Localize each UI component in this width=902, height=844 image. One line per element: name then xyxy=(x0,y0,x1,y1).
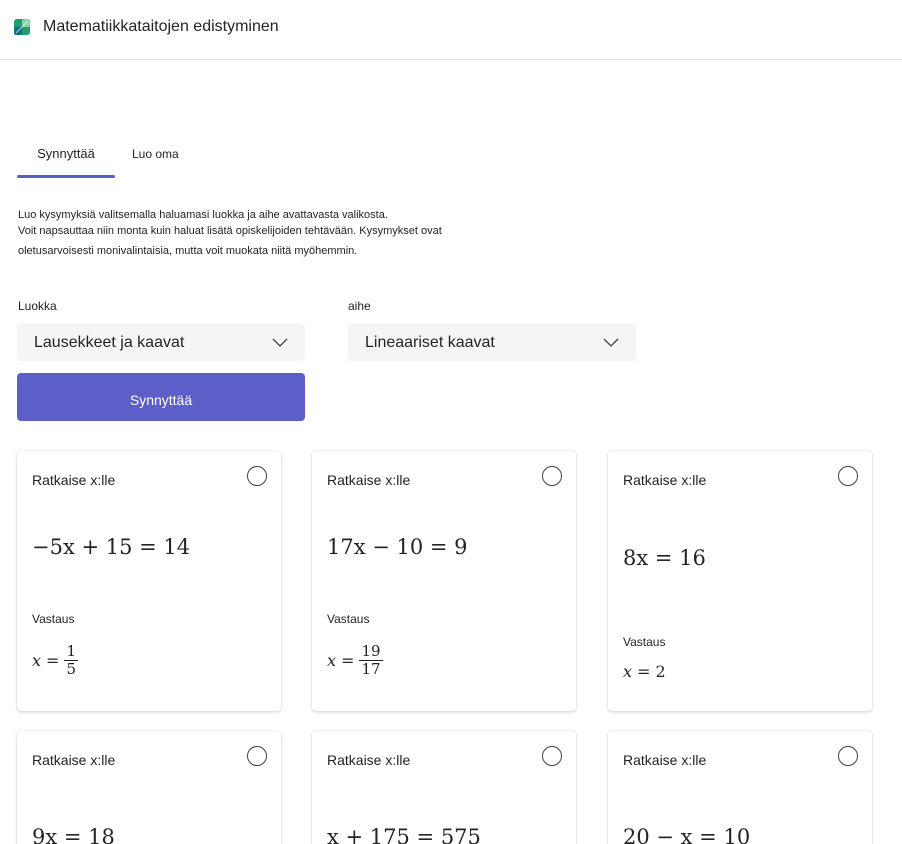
topic-dropdown[interactable] xyxy=(348,323,636,361)
instructions-line-3: oletusarvoisesti monivalintaisia, mutta voit muokata niitä myöhemmin. xyxy=(18,245,358,257)
question-card[interactable] xyxy=(608,731,872,844)
question-title: Ratkaise x:lle xyxy=(623,752,707,768)
select-question-radio[interactable] xyxy=(542,466,562,486)
equals-sign: = xyxy=(46,651,60,670)
answer-label: Vastaus xyxy=(623,635,666,649)
tab-generate[interactable] xyxy=(17,138,115,178)
select-question-radio[interactable] xyxy=(247,466,267,486)
fraction-numerator: 1 xyxy=(66,642,76,660)
answer-label: Vastaus xyxy=(327,612,370,626)
equals-sign: = xyxy=(637,662,651,681)
question-equation: 9x = 18 xyxy=(32,825,115,844)
app-title: Matematiikkataitojen edistyminen xyxy=(43,18,279,35)
equals-sign: = xyxy=(341,651,355,670)
tab-generate-label: Synnyttää xyxy=(37,146,95,161)
instructions-text xyxy=(18,207,498,260)
question-title: Ratkaise x:lle xyxy=(32,752,116,768)
answer-variable: x xyxy=(623,662,633,681)
select-question-radio[interactable] xyxy=(542,746,562,766)
app-header xyxy=(0,0,902,60)
grade-dropdown[interactable] xyxy=(17,323,305,361)
chevron-down-icon xyxy=(272,336,288,348)
question-equation: x + 175 = 575 xyxy=(327,825,481,844)
answer-fraction xyxy=(64,643,78,678)
question-equation: 8x = 16 xyxy=(623,546,706,570)
chevron-down-icon xyxy=(603,336,619,348)
answer-fraction xyxy=(359,643,382,678)
answer-variable: x xyxy=(327,651,337,670)
grade-label: Luokka xyxy=(18,299,57,313)
answer-expression xyxy=(32,643,78,678)
question-title: Ratkaise x:lle xyxy=(32,472,116,488)
answer-label: Vastaus xyxy=(32,612,75,626)
question-card[interactable] xyxy=(608,451,872,711)
question-equation: 17x − 10 = 9 xyxy=(327,535,468,559)
question-card[interactable] xyxy=(17,731,281,844)
answer-expression xyxy=(623,662,666,681)
instructions-line-1: Luo kysymyksiä valitsemalla haluamasi luokka ja aihe avattavasta valikosta. xyxy=(18,209,388,221)
question-card[interactable] xyxy=(312,451,576,711)
grade-dropdown-value: Lausekkeet ja kaavat xyxy=(34,334,185,351)
question-title: Ratkaise x:lle xyxy=(327,472,411,488)
app-logo-icon xyxy=(14,19,30,35)
select-question-radio[interactable] xyxy=(247,746,267,766)
answer-value: 2 xyxy=(655,662,666,681)
question-card[interactable] xyxy=(312,731,576,844)
tab-create-own-label: Luo oma xyxy=(132,147,179,161)
generate-button[interactable]: Synnyttää xyxy=(17,373,305,421)
fraction-numerator: 19 xyxy=(361,642,381,660)
fraction-denominator: 5 xyxy=(66,660,76,678)
question-title: Ratkaise x:lle xyxy=(623,472,707,488)
fraction-denominator: 17 xyxy=(361,660,381,678)
select-question-radio[interactable] xyxy=(838,746,858,766)
topic-dropdown-value: Lineaariset kaavat xyxy=(365,334,495,351)
select-question-radio[interactable] xyxy=(838,466,858,486)
answer-variable: x xyxy=(32,651,42,670)
topic-label: aihe xyxy=(348,299,371,313)
question-equation: 20 − x = 10 xyxy=(623,825,751,844)
tab-create-own[interactable] xyxy=(132,138,179,178)
question-card[interactable] xyxy=(17,451,281,711)
question-equation: −5x + 15 = 14 xyxy=(32,535,191,559)
question-title: Ratkaise x:lle xyxy=(327,752,411,768)
answer-expression xyxy=(327,643,383,678)
instructions-line-2: Voit napsauttaa niin monta kuin haluat lisätä opiskelijoiden tehtävään. Kysymykset ovat xyxy=(18,225,442,237)
active-tab-indicator xyxy=(17,175,115,178)
